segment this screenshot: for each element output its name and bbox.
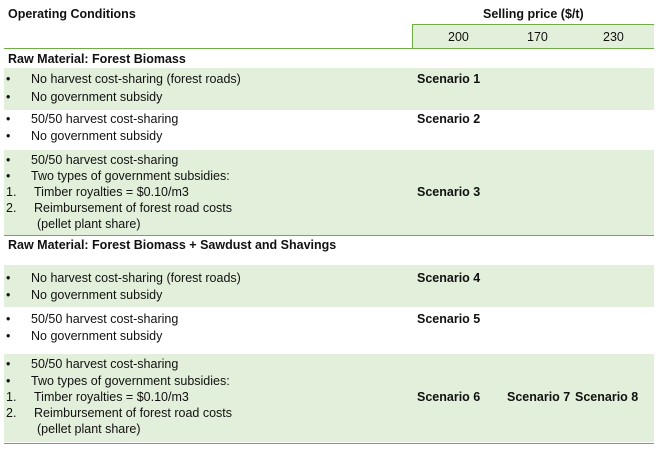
header-left-rule <box>412 24 413 48</box>
list-number: 2. <box>6 406 17 420</box>
condition-text: 50/50 harvest cost-sharing <box>31 357 179 371</box>
section-title-forest-biomass: Raw Material: Forest Biomass <box>8 52 186 66</box>
scenario-2-label: Scenario 2 <box>417 112 481 126</box>
list-number: 2. <box>6 201 17 215</box>
list-number: 1. <box>6 390 17 404</box>
condition-text: No government subsidy <box>31 329 163 343</box>
section-divider-rule <box>4 235 654 236</box>
condition-text: (pellet plant share) <box>37 217 141 231</box>
price-170: 170 <box>527 30 548 44</box>
bullet-marker: • <box>6 329 11 343</box>
bullet-marker: • <box>6 374 11 388</box>
condition-text: 50/50 harvest cost-sharing <box>31 112 179 126</box>
list-number: 1. <box>6 185 17 199</box>
condition-text: No government subsidy <box>31 129 163 143</box>
scenario-7-label: Scenario 7 <box>507 390 571 404</box>
scenario-5-label: Scenario 5 <box>417 312 481 326</box>
condition-text: 50/50 harvest cost-sharing <box>31 312 179 326</box>
scenario-6-label: Scenario 6 <box>417 390 481 404</box>
scenario-8-label: Scenario 8 <box>575 390 639 404</box>
table-bottom-rule <box>4 443 654 444</box>
bullet-marker: • <box>6 129 11 143</box>
price-200: 200 <box>448 30 469 44</box>
bullet-marker: • <box>6 153 11 167</box>
bullet-marker: • <box>6 288 11 302</box>
bullet-marker: • <box>6 72 11 86</box>
operating-conditions-heading: Operating Conditions <box>8 7 136 21</box>
condition-text: 50/50 harvest cost-sharing <box>31 153 179 167</box>
condition-text: Two types of government subsidies: <box>31 374 230 388</box>
condition-text: No harvest cost-sharing (forest roads) <box>31 72 241 86</box>
condition-text: Reimbursement of forest road costs <box>34 201 232 215</box>
scenario-3-label: Scenario 3 <box>417 185 481 199</box>
bullet-marker: • <box>6 357 11 371</box>
condition-text: Two types of government subsidies: <box>31 169 230 183</box>
bullet-marker: • <box>6 312 11 326</box>
bullet-marker: • <box>6 112 11 126</box>
scenario-4-label: Scenario 4 <box>417 271 481 285</box>
condition-text: Timber royalties = $0.10/m3 <box>34 185 189 199</box>
header-bottom-rule <box>4 48 654 49</box>
scenario-1-label: Scenario 1 <box>417 72 481 86</box>
selling-price-heading: Selling price ($/t) <box>483 7 584 21</box>
condition-text: Timber royalties = $0.10/m3 <box>34 390 189 404</box>
condition-text: (pellet plant share) <box>37 422 141 436</box>
header-top-rule <box>412 24 654 25</box>
price-230: 230 <box>603 30 624 44</box>
condition-text: No government subsidy <box>31 90 163 104</box>
condition-text: Reimbursement of forest road costs <box>34 406 232 420</box>
bullet-marker: • <box>6 169 11 183</box>
section-title-forest-biomass-sawdust: Raw Material: Forest Biomass + Sawdust and Shavings <box>8 238 337 252</box>
bullet-marker: • <box>6 271 11 285</box>
condition-text: No harvest cost-sharing (forest roads) <box>31 271 241 285</box>
condition-text: No government subsidy <box>31 288 163 302</box>
bullet-marker: • <box>6 90 11 104</box>
